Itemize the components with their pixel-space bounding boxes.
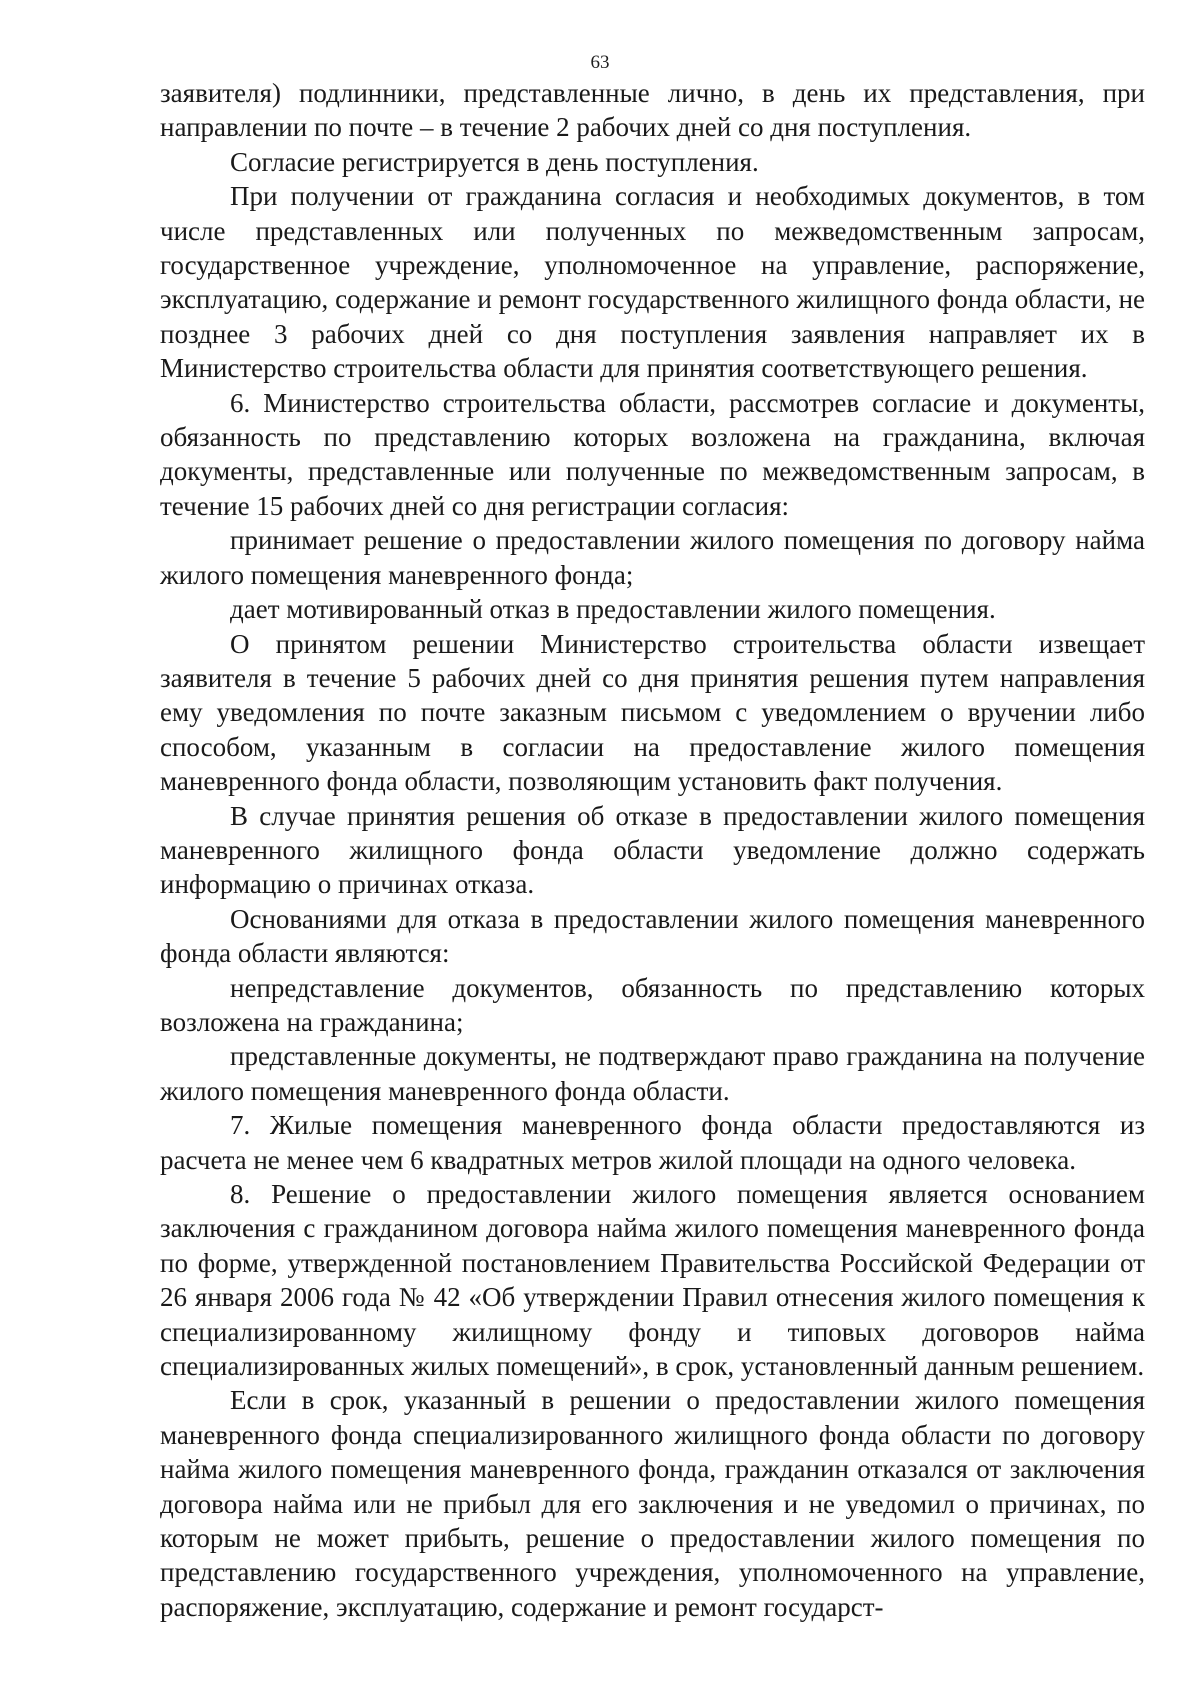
page-number: 63 xyxy=(590,52,610,73)
paragraph-ground-missing-documents: непредставление документов, обязанность по представлению которых возложена на гражданина; xyxy=(160,972,1145,1037)
paragraph-notification: О принятом решении Министерство строительства области извещает заявителя в течение 5 рабочих дней со дня принятия решения путем направления ему уведомления по почте заказным письмом с уведомлением о вручении либо способом, указанным в согласии на предоставление жилого помещения маневренного фонда области, позволяющим установить факт получения. xyxy=(160,628,1145,797)
paragraph-contract-refusal: Если в срок, указанный в решении о предоставлении жилого помещения маневренного фонда специализированного жилищного фонда области по договору найма жилого помещения маневренного фонда, гражданин отказался от заключения договора найма или не прибыл для его заключения и не уведомил о причинах, по которым не может прибыть, решение о предоставлении жилого помещения по представлению государственного учреждения, уполномоченного на управление, распоряжение, эксплуатацию, содержание и ремонт государст- xyxy=(160,1385,1145,1622)
paragraph-item-8: 8. Решение о предоставлении жилого помещения является основанием заключения с гражданином договора найма жилого помещения маневренного фонда по форме, утвержденной постановлением Правительства Российской Федерации от 26 января 2006 года № 42 «Об утверждении Правил отнесения жилого помещения к специализированному жилищному фонду и типовых договоров найма специализированных жилых помещений», в срок, установленный данным решением. xyxy=(160,1179,1145,1382)
paragraph-item-6: 6. Министерство строительства области, рассмотрев согласие и документы, обязанность по представлению которых возложена на гражданина, включая документы, представленные или полученные по межведомственным запросам, в течение 15 рабочих дней со дня регистрации согласия: xyxy=(160,387,1145,521)
paragraph-refusal-grounds: Основаниями для отказа в предоставлении жилого помещения маневренного фонда области являются: xyxy=(160,903,1145,969)
paragraph-refusal-reasons-info: В случае принятия решения об отказе в предоставлении жилого помещения маневренного жилищного фонда области уведомление должно содержать информацию о причинах отказа. xyxy=(160,800,1145,900)
document-body xyxy=(160,76,1145,1624)
paragraph-continuation: заявителя) подлинники, представленные лично, в день их представления, при направлении по почте – в течение 2 рабочих дней со дня поступления. xyxy=(160,78,1145,143)
paragraph-ground-no-right: представленные документы, не подтверждают право гражданина на получение жилого помещения маневренного фонда области. xyxy=(160,1041,1145,1106)
paragraph-decision-refusal: дает мотивированный отказ в предоставлении жилого помещения. xyxy=(230,594,996,625)
paragraph-decision-grant: принимает решение о предоставлении жилого помещения по договору найма жилого помещения маневренного фонда; xyxy=(160,525,1145,590)
paragraph-document-forwarding: При получении от гражданина согласия и необходимых документов, в том числе представленных или полученных по межведомственным запросам, государственное учреждение, уполномоченное на управление, распоряжение, эксплуатацию, содержание и ремонт государственного жилищного фонда области, не позднее 3 рабочих дней со дня поступления заявления направляет их в Министерство строительства области для принятия соответствующего решения. xyxy=(160,181,1145,384)
paragraph-item-7: 7. Жилые помещения маневренного фонда области предоставляются из расчета не менее чем 6 квадратных метров жилой площади на одного человека. xyxy=(160,1110,1145,1175)
paragraph-consent-registration: Согласие регистрируется в день поступления. xyxy=(230,146,759,177)
